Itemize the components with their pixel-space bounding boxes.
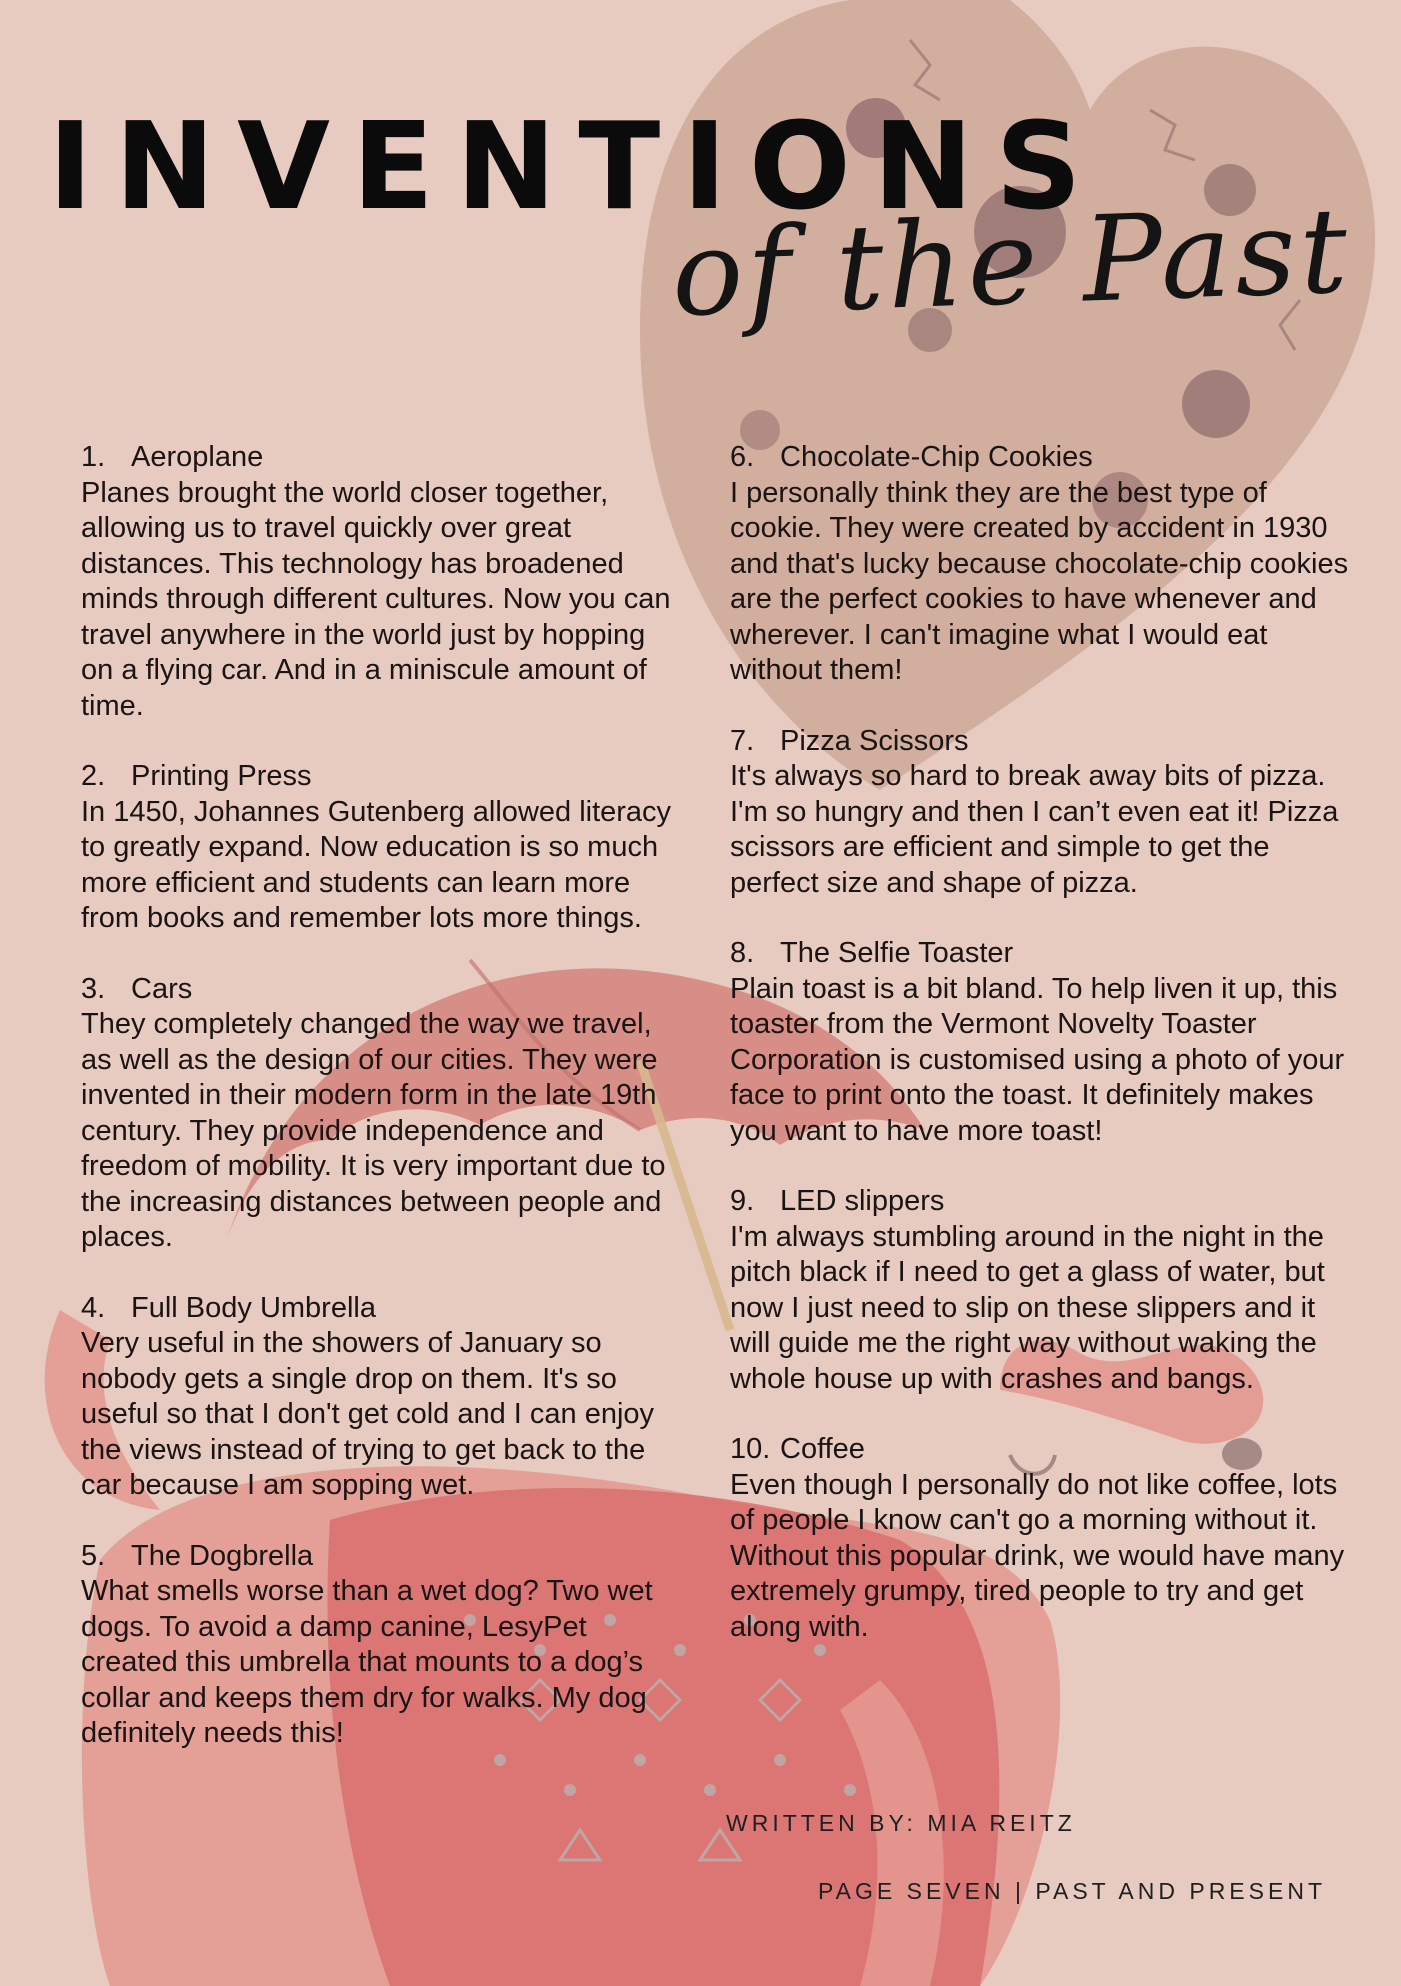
- entry-heading: [730, 1184, 1355, 1220]
- entry-number: 9.: [730, 1185, 755, 1217]
- entry-number: 3.: [81, 972, 106, 1005]
- entry-body: I personally think they are the best type of cookie. They were created by accident in 1930 and that's lucky because chocolate-chip cookies are the perfect cookies to have whenever and wherever. I can't imagine what I would eat without them!: [730, 476, 1349, 686]
- entry-body: I'm always stumbling around in the night in the pitch black if I need to get a glass of water, but now I just need to slip on these slippers and it will guide me the right way without waking the whole house up with crashes and bangs.: [730, 1220, 1325, 1395]
- invention-entry-printing-press: [81, 759, 681, 937]
- entry-body: Plain toast is a bit bland. To help liven it up, this toaster from the Vermont Novelty Toaster Corporation is customised using a photo of your face to print onto the toast. It definitely makes you want to have more toast!: [730, 972, 1345, 1147]
- entry-body: It's always so hard to break away bits of pizza. I'm so hungry and then I can’t even eat it! Pizza scissors are efficient and simple to get the perfect size and shape of pizza.: [730, 760, 1339, 899]
- right-column: [730, 440, 1355, 1680]
- entry-heading: [730, 724, 1355, 760]
- entry-name: LED slippers: [780, 1185, 945, 1217]
- entry-heading: [730, 936, 1355, 972]
- entry-name: The Selfie Toaster: [780, 937, 1014, 969]
- entry-heading: [81, 1291, 681, 1327]
- entry-heading: [81, 972, 681, 1008]
- invention-entry-aeroplane: [81, 440, 681, 724]
- entry-number: 4.: [81, 1291, 106, 1324]
- author-byline: WRITTEN BY: MIA REITZ: [726, 1810, 1076, 1836]
- invention-entry-coffee: [730, 1432, 1355, 1645]
- entry-heading: [81, 440, 681, 476]
- entry-name: Cars: [131, 972, 193, 1005]
- page-title: INVENTIONS: [48, 98, 1104, 237]
- invention-entry-cars: [81, 972, 681, 1256]
- entry-number: 1.: [81, 441, 106, 473]
- entry-name: Full Body Umbrella: [131, 1291, 376, 1324]
- invention-entry-full-body-umbrella: [81, 1291, 681, 1504]
- entry-body: In 1450, Johannes Gutenberg allowed literacy to greatly expand. Now education is so much more efficient and students can learn more from books and remember lots more things.: [81, 795, 672, 934]
- entry-body: Very useful in the showers of January so nobody gets a single drop on them. It's so useful so that I don't get cold and I can enjoy the views instead of trying to get back to the car because I am sopping wet.: [81, 1327, 655, 1501]
- page-footer: PAGE SEVEN | PAST AND PRESENT: [818, 1878, 1326, 1904]
- page-subtitle: of the Past: [669, 181, 1354, 343]
- entry-number: 10.: [730, 1433, 771, 1465]
- entry-number: 6.: [730, 441, 755, 473]
- invention-entry-led-slippers: [730, 1184, 1355, 1397]
- entry-body: They completely changed the way we travel, as well as the design of our cities. They were invented in their modern form in the late 19th century. They provide independence and freedom of mobility. It is very important due to the increasing distances between people and places.: [81, 1008, 666, 1253]
- entry-name: Coffee: [780, 1433, 865, 1465]
- entry-body: Even though I personally do not like coffee, lots of people I know can't go a morning without it. Without this popular drink, we would have many extremely grumpy, tired people to try and get along with.: [730, 1468, 1345, 1643]
- entry-name: The Dogbrella: [131, 1539, 314, 1572]
- entry-body: What smells worse than a wet dog? Two wet dogs. To avoid a damp canine, LesyPet created this umbrella that mounts to a dog’s collar and keeps them dry for walks. My dog definitely needs this!: [81, 1575, 653, 1749]
- entry-number: 8.: [730, 937, 755, 969]
- entry-number: 5.: [81, 1539, 106, 1572]
- entry-name: Printing Press: [131, 760, 312, 792]
- invention-entry-chocolate-chip-cookies: [730, 440, 1355, 689]
- entry-heading: [730, 1432, 1355, 1468]
- entry-number: 7.: [730, 724, 755, 757]
- entry-heading: [81, 1539, 681, 1575]
- invention-entry-dogbrella: [81, 1539, 681, 1752]
- left-column: [81, 440, 681, 1787]
- entry-name: Chocolate-Chip Cookies: [780, 441, 1093, 473]
- entry-name: Aeroplane: [131, 441, 264, 473]
- entry-number: 2.: [81, 760, 106, 792]
- invention-entry-selfie-toaster: [730, 936, 1355, 1149]
- entry-heading: [81, 759, 681, 795]
- entry-heading: [730, 440, 1355, 476]
- entry-body: Planes brought the world closer together, allowing us to travel quickly over great distances. This technology has broadened minds through different cultures. Now you can travel anywhere in the world just by hopping on a flying car. And in a miniscule amount of time.: [81, 476, 671, 722]
- invention-entry-pizza-scissors: [730, 724, 1355, 902]
- entry-name: Pizza Scissors: [780, 724, 969, 757]
